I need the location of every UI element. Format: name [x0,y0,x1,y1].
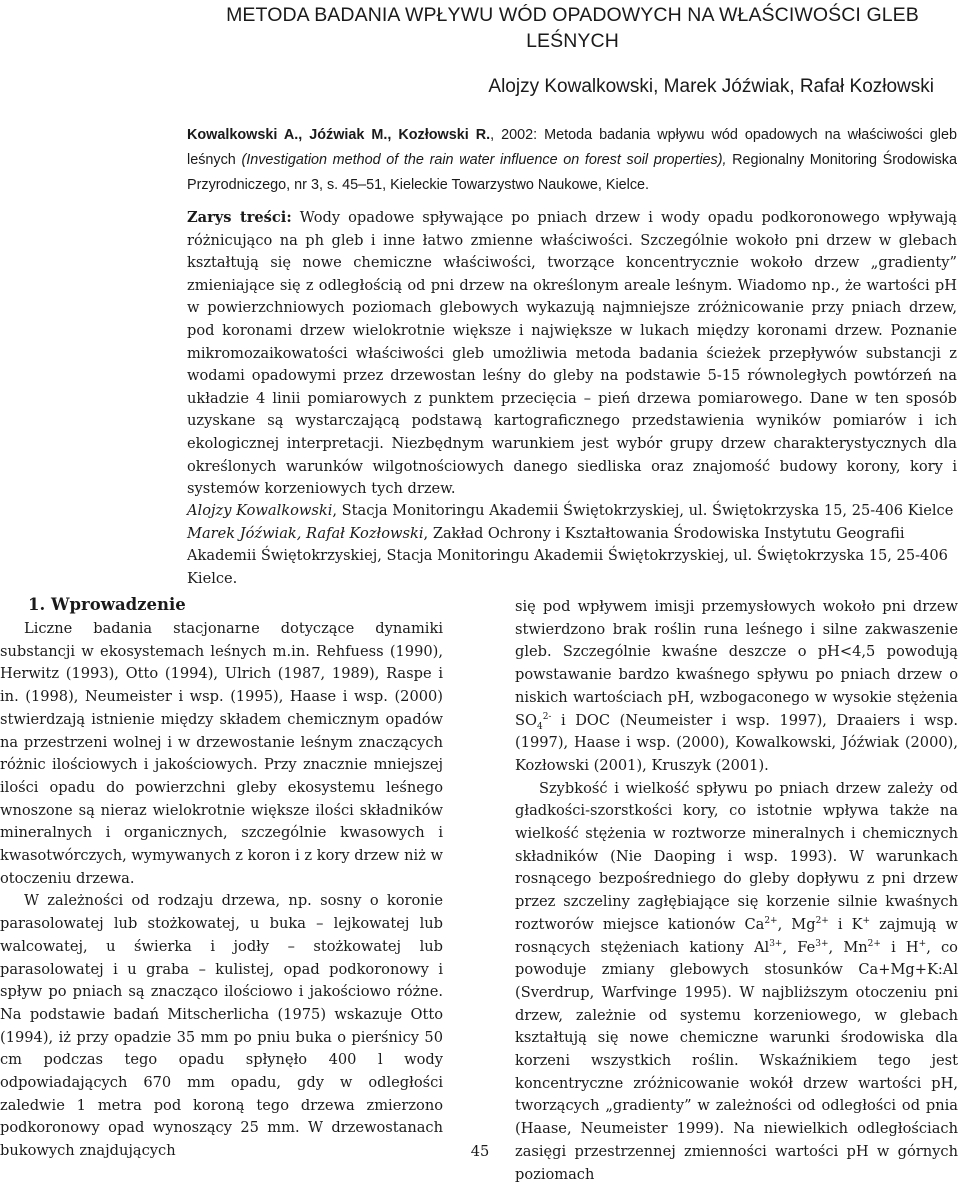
ion-text: , Mn [828,938,868,956]
ion-text: , Mg [777,915,816,933]
author-list: Alojzy Kowalkowski, Marek Jóźwiak, Rafał Kozłowski [488,76,934,97]
left-paragraph-1: Liczne badania stacjonarne dotyczące dynamiki substancji w ekosystemach leśnych m.in. Rehfuess (1990), Herwitz (1993), Otto (1994), Ulrich (1987, 1989), Raspe i in. (1998), Neumeister i wsp. (1995), Haase i wsp. (2000) stwierdzają istnienie między składem chemicznym opadów na przestrzeni wolnej i w drzewostanie leśnym znaczących różnic ilościowych i jakościowych. Przy znacznie mniejszej ilości opadu do powierzchni gleby ekosystemu leśnego wnoszone są nieraz wielokrotnie większe ilości składników mineralnych i organicznych, szczególnie kwasowych i kwasotwórczych, wymywanych z koron i z kory drzew niż w otoczeniu drzewa. [0,620,443,887]
right-paragraph-1 [515,596,958,778]
ion-charge: + [862,915,871,926]
affiliation-1 [187,500,957,523]
ion-text: i K [828,915,863,933]
affiliation-1-name: Alojzy Kowalkowski [187,502,333,519]
citation [187,123,957,198]
right-p1-text-a: się pod wpływem imisji przemysłowych wokoło pni drzew stwierdzono brak roślin runa leśnego i silne zakwaszenie gleb. Szczególnie kwaśne deszcze o pH<4,5 powodują powstawanie bardzo kwaśnego spływu po pniach drzew o niskich wartościach pH, wzbogaconego w wysokie stężenia SO [515,598,958,729]
affiliation-1-text: , Stacja Monitoringu Akademii Świętokrzyskiej, ul. Świętokrzyska 15, 25-406 Kielce [332,502,954,519]
ion-charge: 2+ [815,915,829,926]
ion-charge: 3+ [769,938,783,949]
citation-authors: Kowalkowski A., Jóźwiak M., Kozłowski R. [187,127,491,143]
affiliation-2-text: , Zakład Ochrony i Kształtowania Środowiska Instytutu Geografii Akademii Świętokrzyskiej, Stacja Monitoringu Akademii Świętokrzyskiej, ul. Świętokrzyska 15, 25-406 Kielce. [187,524,948,587]
ion-charge: 2+ [867,938,881,949]
left-paragraph-2: W zależności od rodzaju drzewa, np. sosny o koronie parasolowatej lub stożkowatej, u buka – lejkowatej lub walcowatej, u świerka i jodły – stożkowatej lub parasolowatej i u graba – kulistej, opad podkoronowy i spływ po pniach są znacząco ilościowo i jakościowo różne. Na podstawie badań Mitscherlicha (1975) wskazuje Otto (1994), iż przy opadzie 35 mm po pniu buka o pierśnicy 50 cm podczas tego opadu spłynęło 400 l wody odpowiadających 670 mm opadu, gdy w odległości zaledwie 1 metra pod koroną tego drzewa zmierzono podkoronowy opad wynoszący 25 mm. W drzewostanach bukowych znajdujących [0,892,443,1160]
affiliation-2-name: Marek Jóźwiak, Rafał Kozłowski [187,524,424,542]
ion-charge: 2+ [764,915,778,926]
so4-charge: 2- [542,711,552,722]
paper-title: METODA BADANIA WPŁYWU WÓD OPADOWYCH NA WŁAŚCIWOŚCI GLEB LEŚNYCH [226,4,919,52]
citation-text-2: Regionalny Monitoring Środowiska Przyrodniczego, nr 3, s. 45–51, Kieleckie Towarzystwo Naukowe, Kielce. [187,152,958,193]
ion-charge: 3+ [815,938,829,949]
citation-text-1: , 2002: Metoda badania wpływu wód opadowych na właściwości gleb leśnych [187,127,957,168]
right-paragraph-2 [515,778,958,1186]
affiliations [187,500,957,590]
right-p2-text-b: , co powoduje zmiany glebowych stosunków Ca+Mg+K:Al (Sverdrup, Warfvinge 1995). W najbliższym otoczeniu pni drzew, zależnie od systemu korzeniowego, w glebach kształtują się nowe chemiczne warunki środowiska dla korzeni wszystkich roślin. Wskaźnikiem tego jest koncentryczne zróżnicowanie wokół drzew wartości pH, tworzących „gradienty” w zależności od odległości od pnia (Haase, Neumeister 1999). Na niewielkich odległościach zasięgi przestrzennej zmienności wartości pH w górnych poziomach [515,938,958,1183]
so4-subscript: 4 [536,721,543,732]
section-heading: 1. Wprowadzenie [28,595,186,614]
abstract-label: Zarys treści: [187,209,292,226]
ion-charge: + [918,938,927,949]
abstract-text: Wody opadowe spływające po pniach drzew i wody opadu podkoronowego wpływają różnicująco na ph gleb i inne łatwo zmienne właściwości. Szczególnie wokoło pni drzew w glebach kształtują się nowe chemiczne właściwości, tworzące koncentrycznie wokoło drzew „gradienty” zmieniające się z odległością od pni drzew na określonym areale leśnym. Wiadomo np., że wartości pH w powierzchniowych poziomach glebowych wykazują najmniejsze zróżnicowanie przy pniach drzew, pod koronami drzew wielokrotnie większe i największe w lukach między koronami drzew. Poznanie mikromozaikowatości właściwości gleb umożliwia metoda badania ścieżek przepływów substancji z wodami opadowymi przez drzewostan leśny do gleby na podstawie 5-15 równoległych powtórzeń na układzie 4 linii pomiarowych z punktem przecięcia – pień drzewa pomiarowego. Dane w ten sposób uzyskane są wystarczającą podstawą kartograficznego przedstawienia wyników pomiarów i ich ekologicznej interpretacji. Niezbędnym warunkiem jest wybór grupy drzew charakterystycznych dla określonych warunków wilgotnościowych danego siedliska oraz znajomość budowy korony, kory i systemów korzeniowych tych drzew. [187,209,957,498]
left-column [0,618,443,1163]
right-p2-text-a: Szybkość i wielkość spływu po pniach drzew zależy od gładkości-szorstkości kory, co istotnie wpływa także na wielkość stężenia w roztworze mineralnych i chemicznych składników (Nie Daoping i wsp. 1993). W warunkach rosnącego bezpośredniego do gleby dopływu z pni drzew przez szczeliny zagłębiające się korzenie silnie kwaśnych roztworów miejsce kationów Ca [515,779,958,933]
ion-text: i H [880,938,919,956]
affiliation-2 [187,523,957,591]
ion-text: , Fe [782,938,816,956]
page-number: 45 [470,1143,490,1160]
citation-english-title: (Investigation method of the rain water influence on forest soil properties), [241,152,727,168]
ion-text: zajmują w rosnących stężeniach kationy Al [515,915,958,956]
right-p1-text-b: i DOC (Neumeister i wsp. 1997), Draaiers i wsp. (1997), Haase i wsp. (2000), Kowalkowski, Jóźwiak (2000), Kozłowski (2001), Kruszyk (2001). [515,711,958,774]
abstract [187,207,957,501]
right-column [515,596,958,1186]
